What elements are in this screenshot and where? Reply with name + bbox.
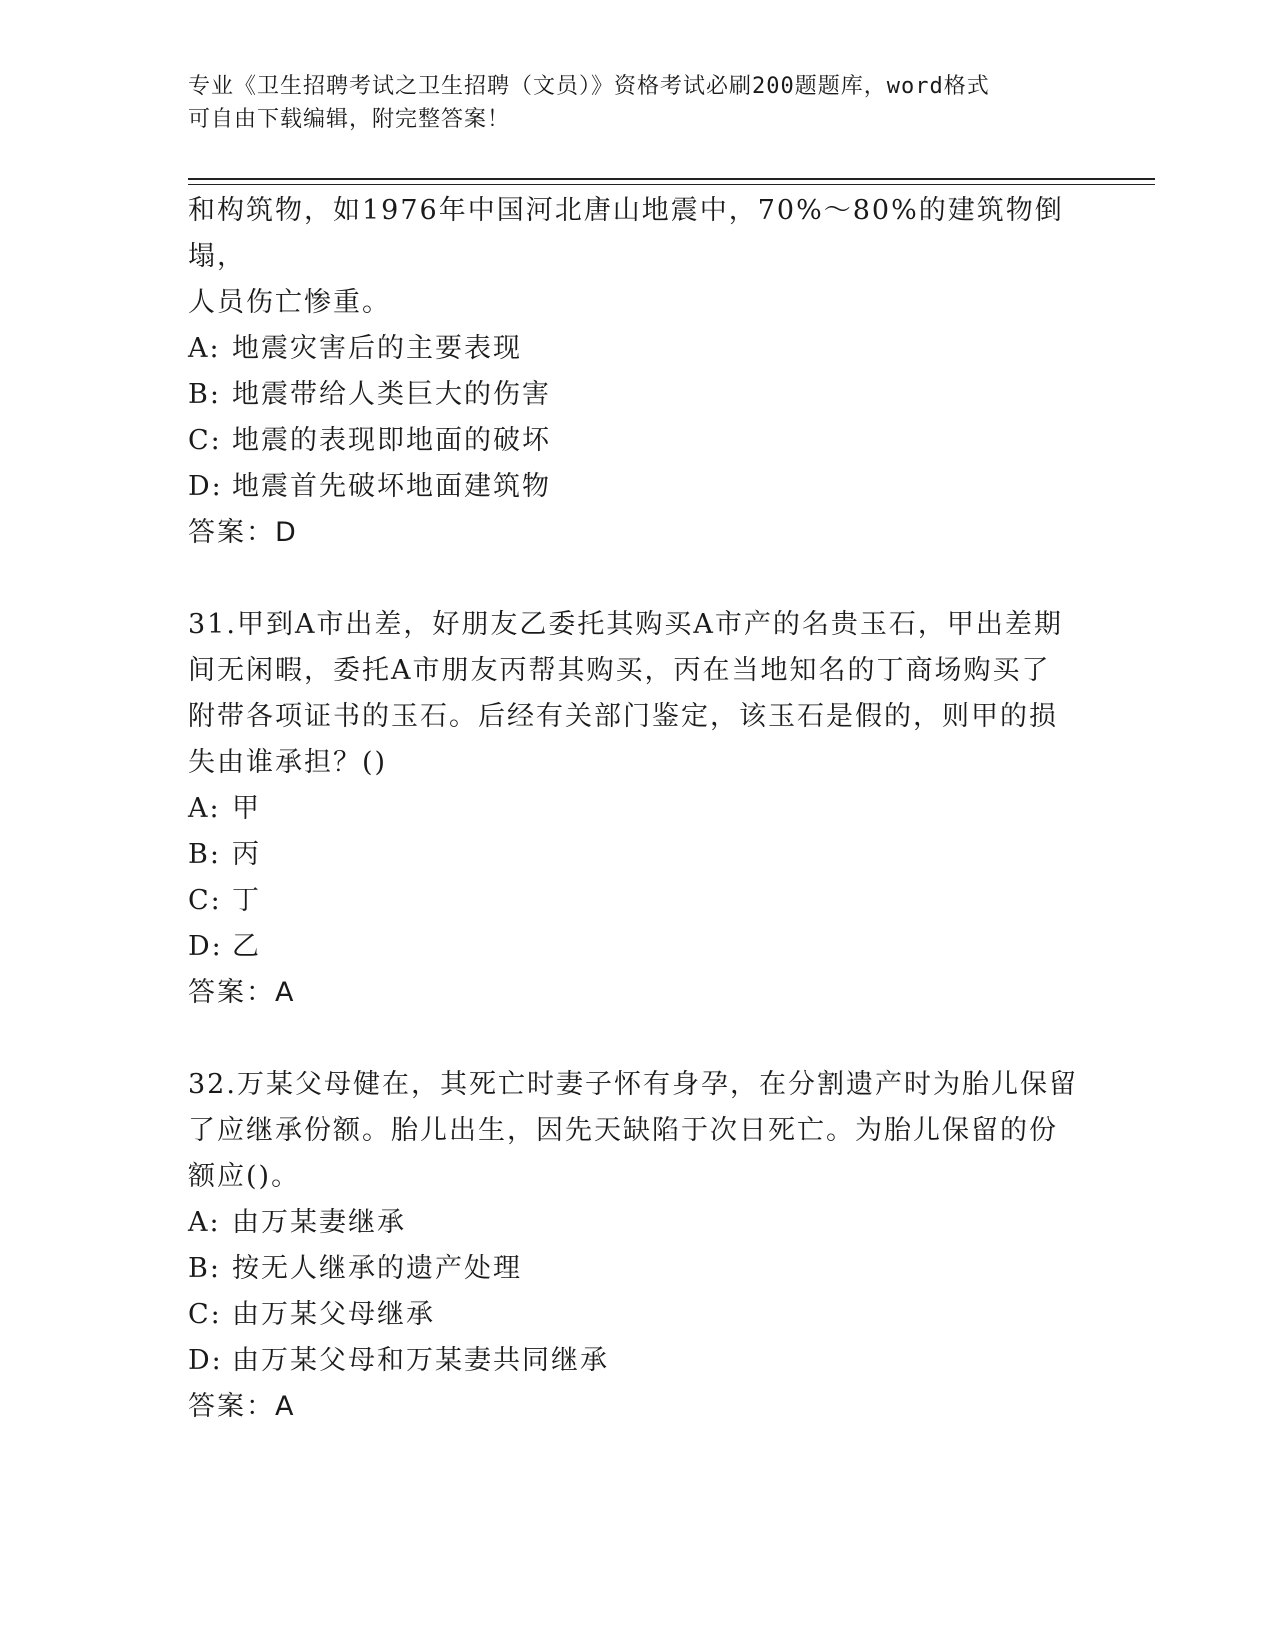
- spacer: [188, 556, 1088, 602]
- option-b: [188, 372, 1088, 418]
- option-key: C:: [188, 885, 222, 916]
- question-31: [188, 602, 1088, 1016]
- option-key: B:: [188, 839, 221, 870]
- option-text: 地震首先破坏地面建筑物: [232, 471, 551, 502]
- question-text-line: 人员伤亡惨重。: [188, 287, 391, 318]
- option-a: [188, 326, 1088, 372]
- question-text-line: 和构筑物，如1976年中国河北唐山地震中，70%～80%的建筑物倒塌，: [188, 195, 1064, 272]
- header-line-2: 可自由下载编辑，附完整答案！: [188, 107, 511, 132]
- option-key: B:: [188, 379, 221, 410]
- option-a: [188, 1200, 1088, 1246]
- option-text: 地震带给人类巨大的伤害: [232, 379, 551, 410]
- header-divider-bottom: [188, 184, 1155, 185]
- option-c: [188, 878, 1088, 924]
- option-key: C:: [188, 1299, 222, 1330]
- option-key: B:: [188, 1253, 221, 1284]
- option-key: D:: [188, 931, 223, 962]
- question-text-line: 额应()。: [188, 1161, 301, 1192]
- question-text-line: 附带各项证书的玉石。后经有关部门鉴定，该玉石是假的，则甲的损: [188, 701, 1058, 732]
- spacer: [188, 1016, 1088, 1062]
- question-text-line: 间无闲暇，委托A市朋友丙帮其购买，丙在当地知名的丁商场购买了: [188, 655, 1051, 686]
- option-key: A:: [188, 1207, 221, 1238]
- question-text-line: 31.甲到A市出差，好朋友乙委托其购买A市产的名贵玉石，甲出差期: [188, 609, 1063, 640]
- option-key: D:: [188, 471, 223, 502]
- option-c: [188, 418, 1088, 464]
- option-key: A:: [188, 793, 221, 824]
- question-32: [188, 1062, 1088, 1430]
- answer: 答案：A: [188, 1391, 296, 1422]
- question-30: [188, 188, 1088, 556]
- option-text: 由万某妻继承: [232, 1207, 406, 1238]
- option-key: A:: [188, 333, 221, 364]
- option-d: [188, 924, 1088, 970]
- document-body: [188, 188, 1088, 1430]
- document-header: [188, 70, 1088, 136]
- option-text: 地震灾害后的主要表现: [232, 333, 522, 364]
- option-a: [188, 786, 1088, 832]
- option-text: 由万某父母继承: [232, 1299, 435, 1330]
- option-d: [188, 1338, 1088, 1384]
- answer: 答案：D: [188, 517, 298, 548]
- option-key: D:: [188, 1345, 223, 1376]
- question-text-line: 了应继承份额。胎儿出生，因先天缺陷于次日死亡。为胎儿保留的份: [188, 1115, 1058, 1146]
- option-key: C:: [188, 425, 222, 456]
- option-text: 乙: [232, 931, 261, 962]
- question-text-line: 失由谁承担？(): [188, 747, 388, 778]
- option-text: 按无人继承的遗产处理: [232, 1253, 522, 1284]
- question-text-line: 32.万某父母健在，其死亡时妻子怀有身孕，在分割遗产时为胎儿保留: [188, 1069, 1078, 1100]
- option-d: [188, 464, 1088, 510]
- option-b: [188, 1246, 1088, 1292]
- option-text: 地震的表现即地面的破坏: [232, 425, 551, 456]
- option-text: 甲: [232, 793, 261, 824]
- option-text: 丙: [232, 839, 261, 870]
- option-b: [188, 832, 1088, 878]
- option-c: [188, 1292, 1088, 1338]
- header-divider-top: [188, 178, 1155, 180]
- answer: 答案：A: [188, 977, 296, 1008]
- option-text: 丁: [232, 885, 261, 916]
- option-text: 由万某父母和万某妻共同继承: [232, 1345, 609, 1376]
- header-line-1: 专业《卫生招聘考试之卫生招聘（文员）》资格考试必刷200题题库，word格式: [188, 74, 990, 99]
